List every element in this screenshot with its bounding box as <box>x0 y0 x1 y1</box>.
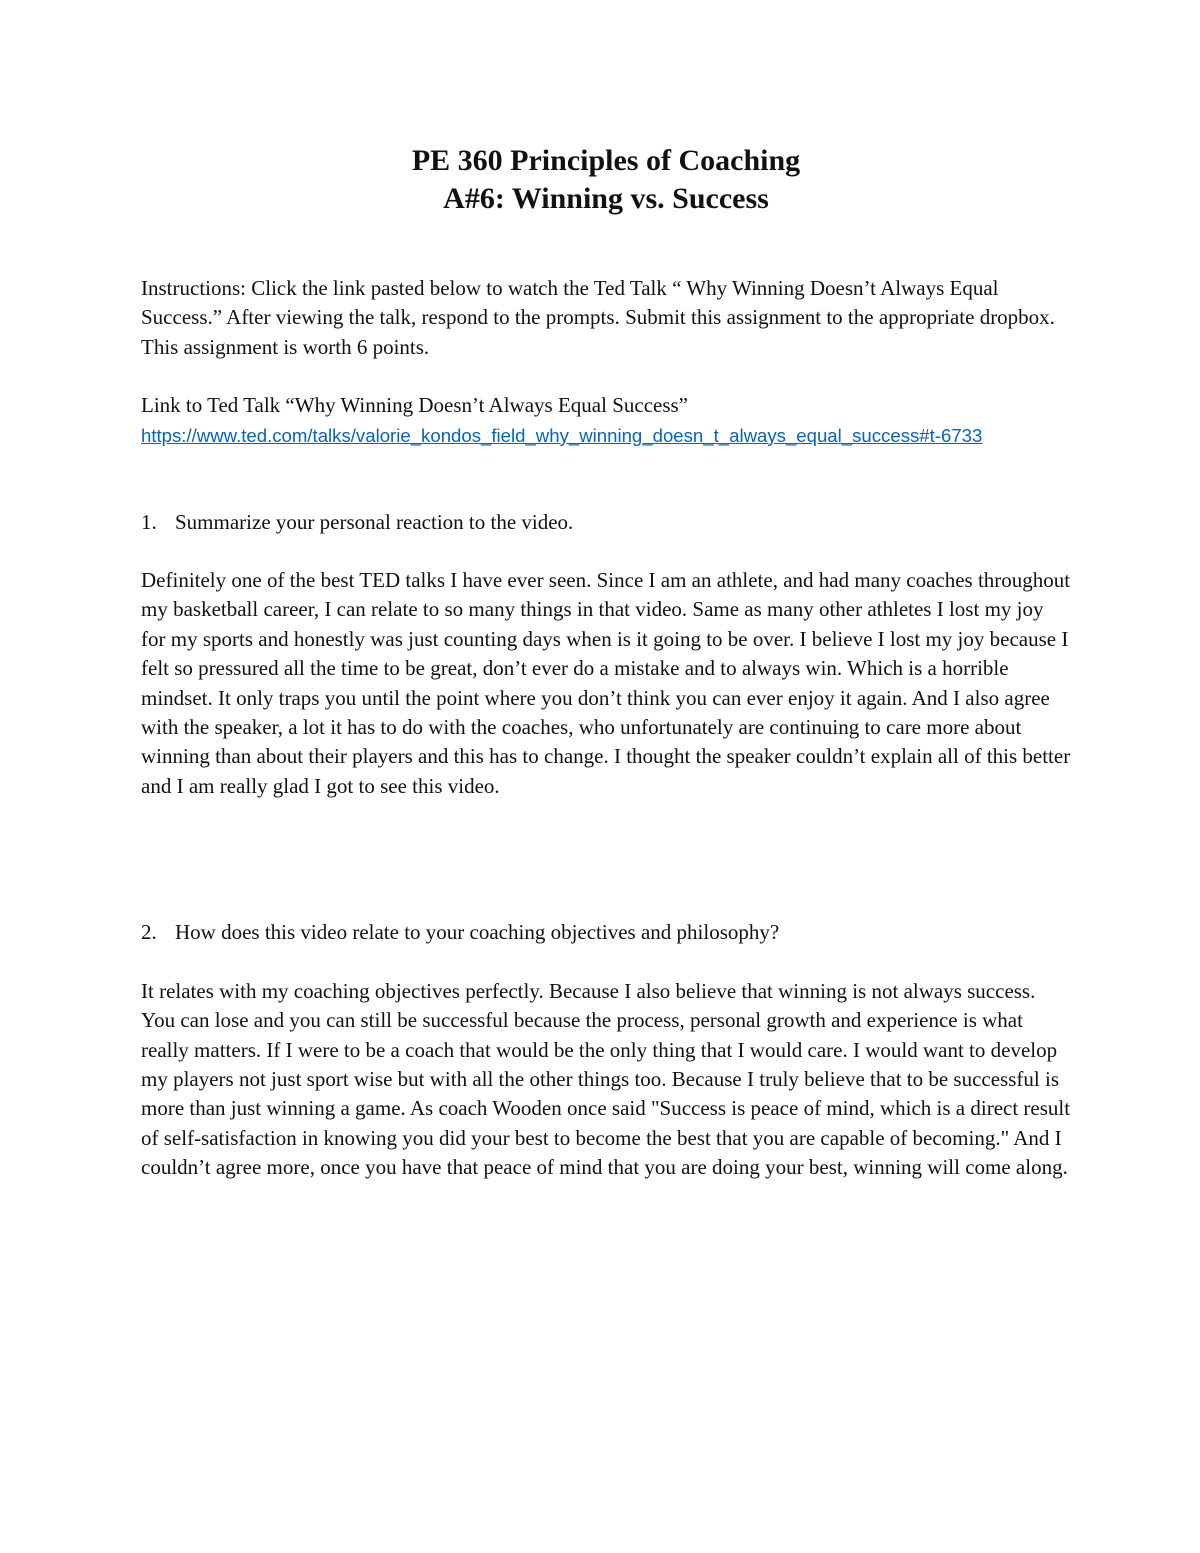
question-number: 2. <box>141 920 157 945</box>
instructions-paragraph: Instructions: Click the link pasted below to watch the Ted Talk “ Why Winning Doesn’t Always Equal Success.” After viewing the talk, respond to the prompts. Submit this assignment to the appropriate dropbox. This assignment is worth 6 points. <box>141 276 1055 359</box>
question-1 <box>141 508 1071 537</box>
document-title <box>141 142 1071 218</box>
course-title: PE 360 Principles of Coaching <box>411 144 801 177</box>
assignment-title: A#6: Winning vs. Success <box>443 182 769 215</box>
question-2 <box>141 918 1071 947</box>
question-number: 1. <box>141 509 157 534</box>
answer-2: It relates with my coaching objectives perfectly. Because I also believe that winning is not always success. You can lose and you can still be successful because the process, personal growth and experience is what really matters. If I were to be a coach that would be the only thing that I would care. I would want to develop my players not just sport wise but with all the other things too. Because I truly believe that to be successful is more than just winning a game. As coach Wooden once said "Success is peace of mind, which is a direct result of self-satisfaction in knowing you did your best to become the best that you are capable of becoming." And I couldn’t agree more, once you have that peace of mind that you are doing your best, winning will come along. <box>141 978 1071 1180</box>
question-prompt: How does this video relate to your coaching objectives and philosophy? <box>175 920 780 945</box>
question-prompt: Summarize your personal reaction to the video. <box>175 509 574 534</box>
document-page <box>141 142 1071 1183</box>
link-label: Link to Ted Talk “Why Winning Doesn’t Always Equal Success” <box>141 393 688 418</box>
ted-talk-link[interactable]: https://www.ted.com/talks/valorie_kondos_field_why_winning_doesn_t_always_equal_success#t-6733 <box>141 424 983 446</box>
answer-1: Definitely one of the best TED talks I have ever seen. Since I am an athlete, and had many coaches throughout my basketball career, I can relate to so many things in that video. Same as many other athletes I lost my joy for my sports and honestly was just counting days when is it going to be over. I believe I lost my joy because I felt so pressured all the time to be great, don’t ever do a mistake and to always win. Which is a horrible mindset. It only traps you until the point where you don’t think you can ever enjoy it again. And I also agree with the speaker, a lot it has to do with the coaches, who unfortunately are continuing to care more about winning than about their players and this has to change. I thought the speaker couldn’t explain all of this better and I am really glad I got to see this video. <box>141 568 1071 798</box>
